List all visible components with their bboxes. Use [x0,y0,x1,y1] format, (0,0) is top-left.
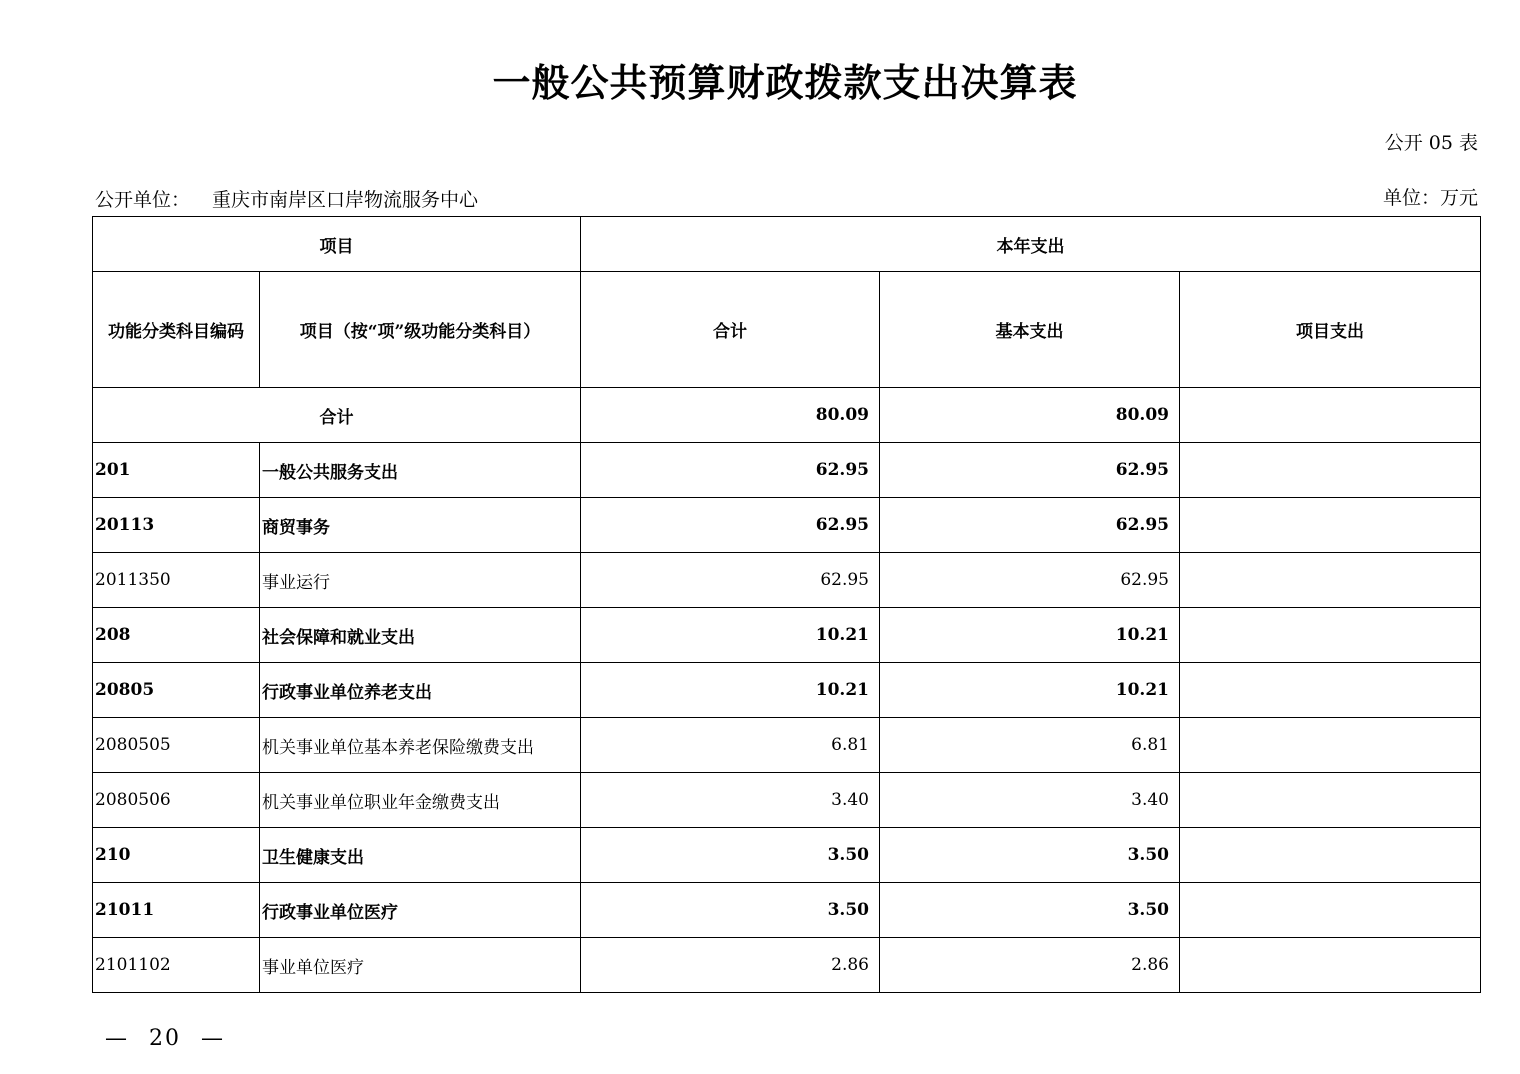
row-basic: 2.86 [880,938,1180,993]
header-year-spend: 本年支出 [581,217,1481,272]
row-project [1180,663,1481,718]
publishing-unit-name: 重庆市南岸区口岸物流服务中心 [212,189,479,211]
row-name: 卫生健康支出 [260,828,581,883]
row-project [1180,608,1481,663]
table-row [93,443,1481,498]
header-total: 合计 [581,272,880,388]
table-number: 公开 05 表 [1384,132,1478,154]
header-project: 项目支出 [1180,272,1481,388]
page-number-value: 20 [149,1026,181,1051]
row-code: 2101102 [93,938,260,993]
publishing-unit [95,185,478,212]
row-name: 一般公共服务支出 [260,443,581,498]
page-dash-right: — [201,1026,225,1051]
row-name: 行政事业单位医疗 [260,883,581,938]
table-row [93,773,1481,828]
table-row [93,608,1481,663]
row-project [1180,773,1481,828]
row-code: 20805 [93,663,260,718]
row-project [1180,828,1481,883]
row-basic: 10.21 [880,663,1180,718]
row-project [1180,718,1481,773]
total-row-total: 80.09 [581,388,880,443]
row-project [1180,938,1481,993]
row-total: 6.81 [581,718,880,773]
table-row [93,498,1481,553]
row-total: 10.21 [581,663,880,718]
total-row-project [1180,388,1481,443]
header-basic: 基本支出 [880,272,1180,388]
row-total: 62.95 [581,553,880,608]
table-row [93,828,1481,883]
header-row-1 [93,217,1481,272]
row-project [1180,498,1481,553]
header-item: 项目 [93,217,581,272]
row-code: 2080506 [93,773,260,828]
table-row [93,553,1481,608]
header-row-2 [93,272,1481,388]
row-total: 3.50 [581,883,880,938]
total-row-label: 合计 [93,388,581,443]
row-code: 21011 [93,883,260,938]
table-row [93,663,1481,718]
row-basic: 10.21 [880,608,1180,663]
header-name: 项目（按“项”级功能分类科目） [260,272,581,388]
total-row [93,388,1481,443]
expenditure-table [92,216,1481,993]
currency-unit: 单位：万元 [1382,187,1478,209]
row-project [1180,553,1481,608]
row-code: 201 [93,443,260,498]
row-basic: 3.50 [880,828,1180,883]
total-row-basic: 80.09 [880,388,1180,443]
row-total: 2.86 [581,938,880,993]
row-total: 62.95 [581,498,880,553]
page-title: 一般公共预算财政拨款支出决算表 [492,60,1078,105]
row-total: 3.50 [581,828,880,883]
row-project [1180,443,1481,498]
row-code: 2011350 [93,553,260,608]
row-code: 2080505 [93,718,260,773]
row-code: 210 [93,828,260,883]
row-basic: 62.95 [880,553,1180,608]
row-basic: 6.81 [880,718,1180,773]
row-total: 62.95 [581,443,880,498]
row-name: 事业单位医疗 [260,938,581,993]
row-name: 社会保障和就业支出 [260,608,581,663]
row-total: 3.40 [581,773,880,828]
row-name: 机关事业单位职业年金缴费支出 [260,773,581,828]
row-basic: 62.95 [880,443,1180,498]
table-row [93,938,1481,993]
row-basic: 3.40 [880,773,1180,828]
row-name: 行政事业单位养老支出 [260,663,581,718]
row-basic: 3.50 [880,883,1180,938]
row-total: 10.21 [581,608,880,663]
row-project [1180,883,1481,938]
row-name: 商贸事务 [260,498,581,553]
publishing-unit-label: 公开单位： [95,189,191,211]
header-code: 功能分类科目编码 [93,272,260,388]
row-code: 20113 [93,498,260,553]
table-row [93,718,1481,773]
row-basic: 62.95 [880,498,1180,553]
row-code: 208 [93,608,260,663]
row-name: 机关事业单位基本养老保险缴费支出 [260,718,581,773]
row-name: 事业运行 [260,553,581,608]
table-row [93,883,1481,938]
page-dash-left: — [105,1026,129,1051]
page-number [95,1026,235,1051]
